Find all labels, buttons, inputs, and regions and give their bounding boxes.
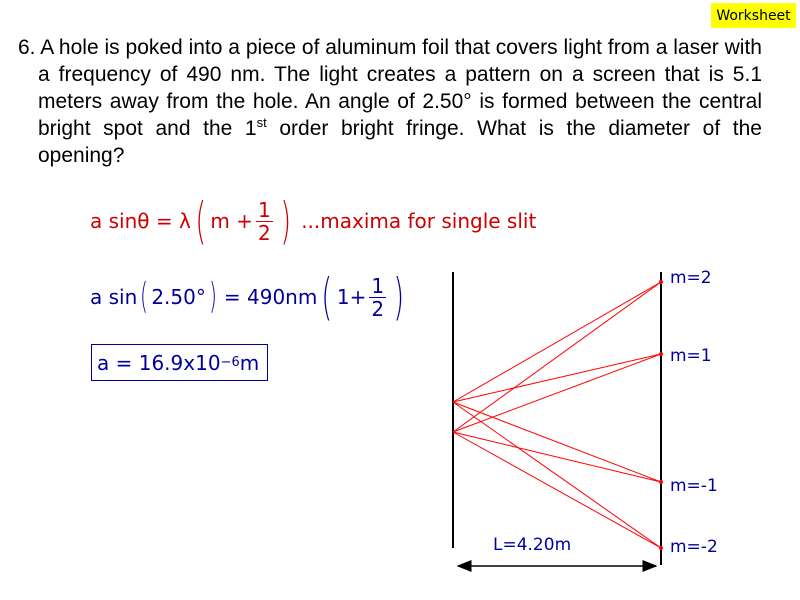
answer-base: a = 16.9x10	[97, 350, 221, 375]
fringe-point-0	[659, 280, 663, 284]
ray-1-1	[453, 354, 661, 432]
ray-0-2	[453, 402, 661, 482]
answer-exponent: −6	[220, 355, 240, 370]
eq1-numerator: 1	[257, 197, 271, 222]
eq1-left-paren: (	[195, 192, 206, 250]
eq2-one-plus: 1+	[336, 285, 367, 309]
label-m1: m=1	[670, 346, 712, 366]
ray-0-1	[453, 354, 661, 402]
eq1-right-paren: )	[280, 192, 291, 250]
label-m-neg2: m=-2	[670, 537, 718, 557]
eq2-right-paren-angle: )	[209, 276, 217, 317]
light-rays	[453, 280, 663, 550]
fringe-point-3	[659, 546, 663, 550]
eq1-lhs: a sinθ = λ	[90, 209, 191, 233]
label-m-neg1: m=-1	[670, 476, 718, 496]
eq2-lhs: a sin	[90, 285, 138, 309]
label-m2: m=2	[670, 268, 712, 288]
distance-label: L=4.20m	[493, 535, 572, 555]
fringe-point-2	[659, 480, 663, 484]
problem-superscript: st	[256, 115, 267, 130]
eq2-left-paren-angle: (	[140, 276, 149, 317]
eq2-numerator: 1	[371, 273, 385, 298]
ray-1-3	[453, 432, 661, 548]
problem-text-1: 6. A hole is poked into a piece of aluminum foil that covers light from a laser with a frequency of 490 nm. The light creates a pattern on a screen that is 5.1 meters away from the hole. An angle of 2.50° is formed between the central bright spot and the 1	[18, 36, 762, 140]
eq1-denominator: 2	[257, 220, 271, 245]
worksheet-badge: Worksheet	[711, 3, 796, 28]
eq2-equals: = 490nm	[223, 285, 318, 309]
fringe-point-1	[659, 352, 663, 356]
eq2-angle: 2.50°	[151, 285, 206, 309]
eq1-note: ...maxima for single slit	[301, 209, 537, 233]
problem-text-2: order bright fringe. What is the diameter of the opening?	[38, 117, 762, 167]
eq2-right-paren: )	[393, 268, 405, 326]
answer-unit: m	[239, 350, 260, 375]
ray-0-0	[453, 282, 661, 402]
ray-1-0	[453, 282, 661, 432]
eq2-left-paren: (	[321, 268, 333, 326]
eq1-m-plus: m +	[210, 209, 253, 233]
eq2-denominator: 2	[371, 296, 385, 321]
